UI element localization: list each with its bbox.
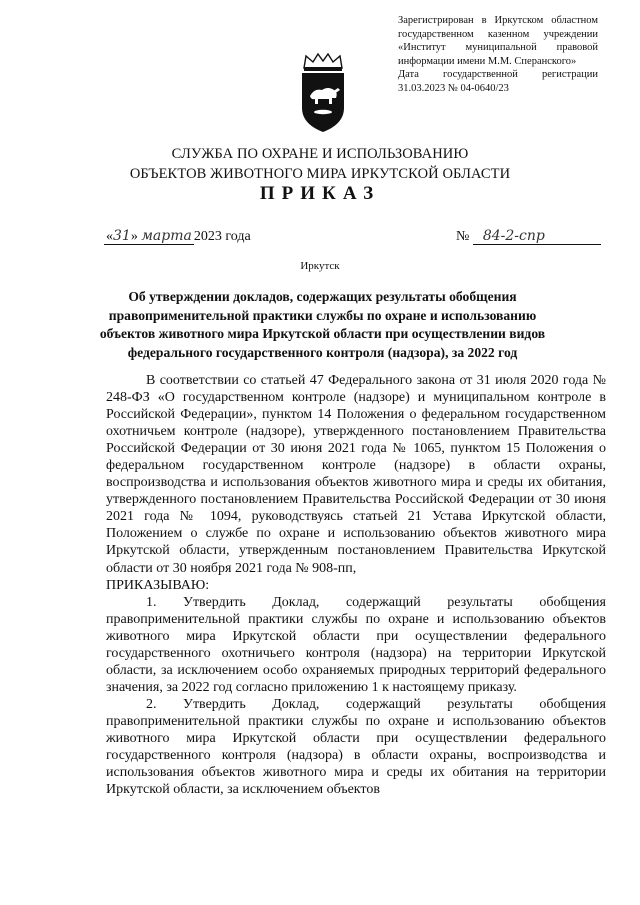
date-close-quote: »	[130, 229, 138, 244]
coat-of-arms-irkutsk-icon	[296, 52, 350, 134]
title-line-3: объектов животного мира Иркутской области при осуществлении видов	[99, 326, 546, 341]
date-open-quote: «	[106, 229, 113, 244]
date-month: марта	[141, 228, 192, 244]
agency-name	[0, 144, 640, 184]
date-year: 2023 года	[193, 229, 251, 244]
registration-text: Зарегистрирован в Иркутском областном государственном казенном учреждении «Институт муниципальной правовой информации имени М.М. Сперанского»	[398, 15, 598, 67]
order-item-2: 2. Утвердить Доклад, содержащий результаты обобщения правоприменительной практики службы по охране и использованию объектов животного мира Иркутской области при осуществлении федерального государственного контроля (надзора) в области охраны, воспроизводства и использования объектов животного мира и среды их обитания на территории Иркутской области, за исключением объектов	[106, 696, 606, 798]
city: Иркутск	[300, 260, 340, 272]
order-number	[456, 228, 601, 245]
title-line-4: федерального государственного контроля (надзора), за 2022 год	[127, 344, 518, 360]
registration-date: Дата государственной регистрации 31.03.2023 № 04-0640/23	[398, 69, 598, 94]
date-day-group	[104, 229, 194, 245]
title-line-1: Об утверждении докладов, содержащих результаты обобщения	[128, 289, 517, 304]
number-value: 84-2-спр	[473, 228, 601, 245]
registration-stamp	[398, 14, 598, 96]
order-date	[104, 228, 251, 245]
order-word: ПРИКАЗЫВАЮ:	[106, 577, 210, 593]
agency-line-2: ОБЪЕКТОВ ЖИВОТНОГО МИРА ИРКУТСКОЙ ОБЛАСТИ	[129, 166, 511, 182]
document-body	[106, 372, 606, 798]
order-item-1: 1. Утвердить Доклад, содержащий результаты обобщения правоприменительной практики службы по охране и использованию объектов животного мира Иркутской области при осуществлении федерального государственного охотничьего контроля (надзора) на территории Иркутской области, за исключением особо охраняемых природных территорий федерального значения, за 2022 год согласно приложению 1 к настоящему приказу.	[106, 594, 606, 695]
title-line-2: правоприменительной практики службы по охране и использованию	[108, 307, 537, 323]
document-type: ПРИКАЗ	[259, 183, 381, 204]
number-prefix: №	[456, 229, 470, 244]
agency-line-1: СЛУЖБА ПО ОХРАНЕ И ИСПОЛЬЗОВАНИЮ	[171, 146, 469, 162]
document-title	[95, 288, 550, 362]
preamble-paragraph: В соответствии со статьей 47 Федерального закона от 31 июля 2020 года № 248-ФЗ «О государственном контроле (надзоре) и муниципальном контроле в Российской Федерации», пунктом 14 Положения о федеральном государственном охотничьем контроле (надзоре), утвержденного постановлением Правительства Российской Федерации от 30 июня 2021 года № 1065, пунктом 15 Положения о федеральном государственном контроле (надзоре) в области охраны, воспроизводства и использования объектов животного мира и среды их обитания, утвержденного постановлением Правительства Российской Федерации от 30 июня 2021 года № 1094, руководствуясь статьей 21 Устава Иркутской области, Положением о службе по охране и использованию объектов животного мира Иркутской области, утвержденным постановлением Правительства Иркутской области от 30 ноября 2021 года № 908-пп,	[106, 373, 606, 576]
date-day: 31	[113, 228, 131, 244]
